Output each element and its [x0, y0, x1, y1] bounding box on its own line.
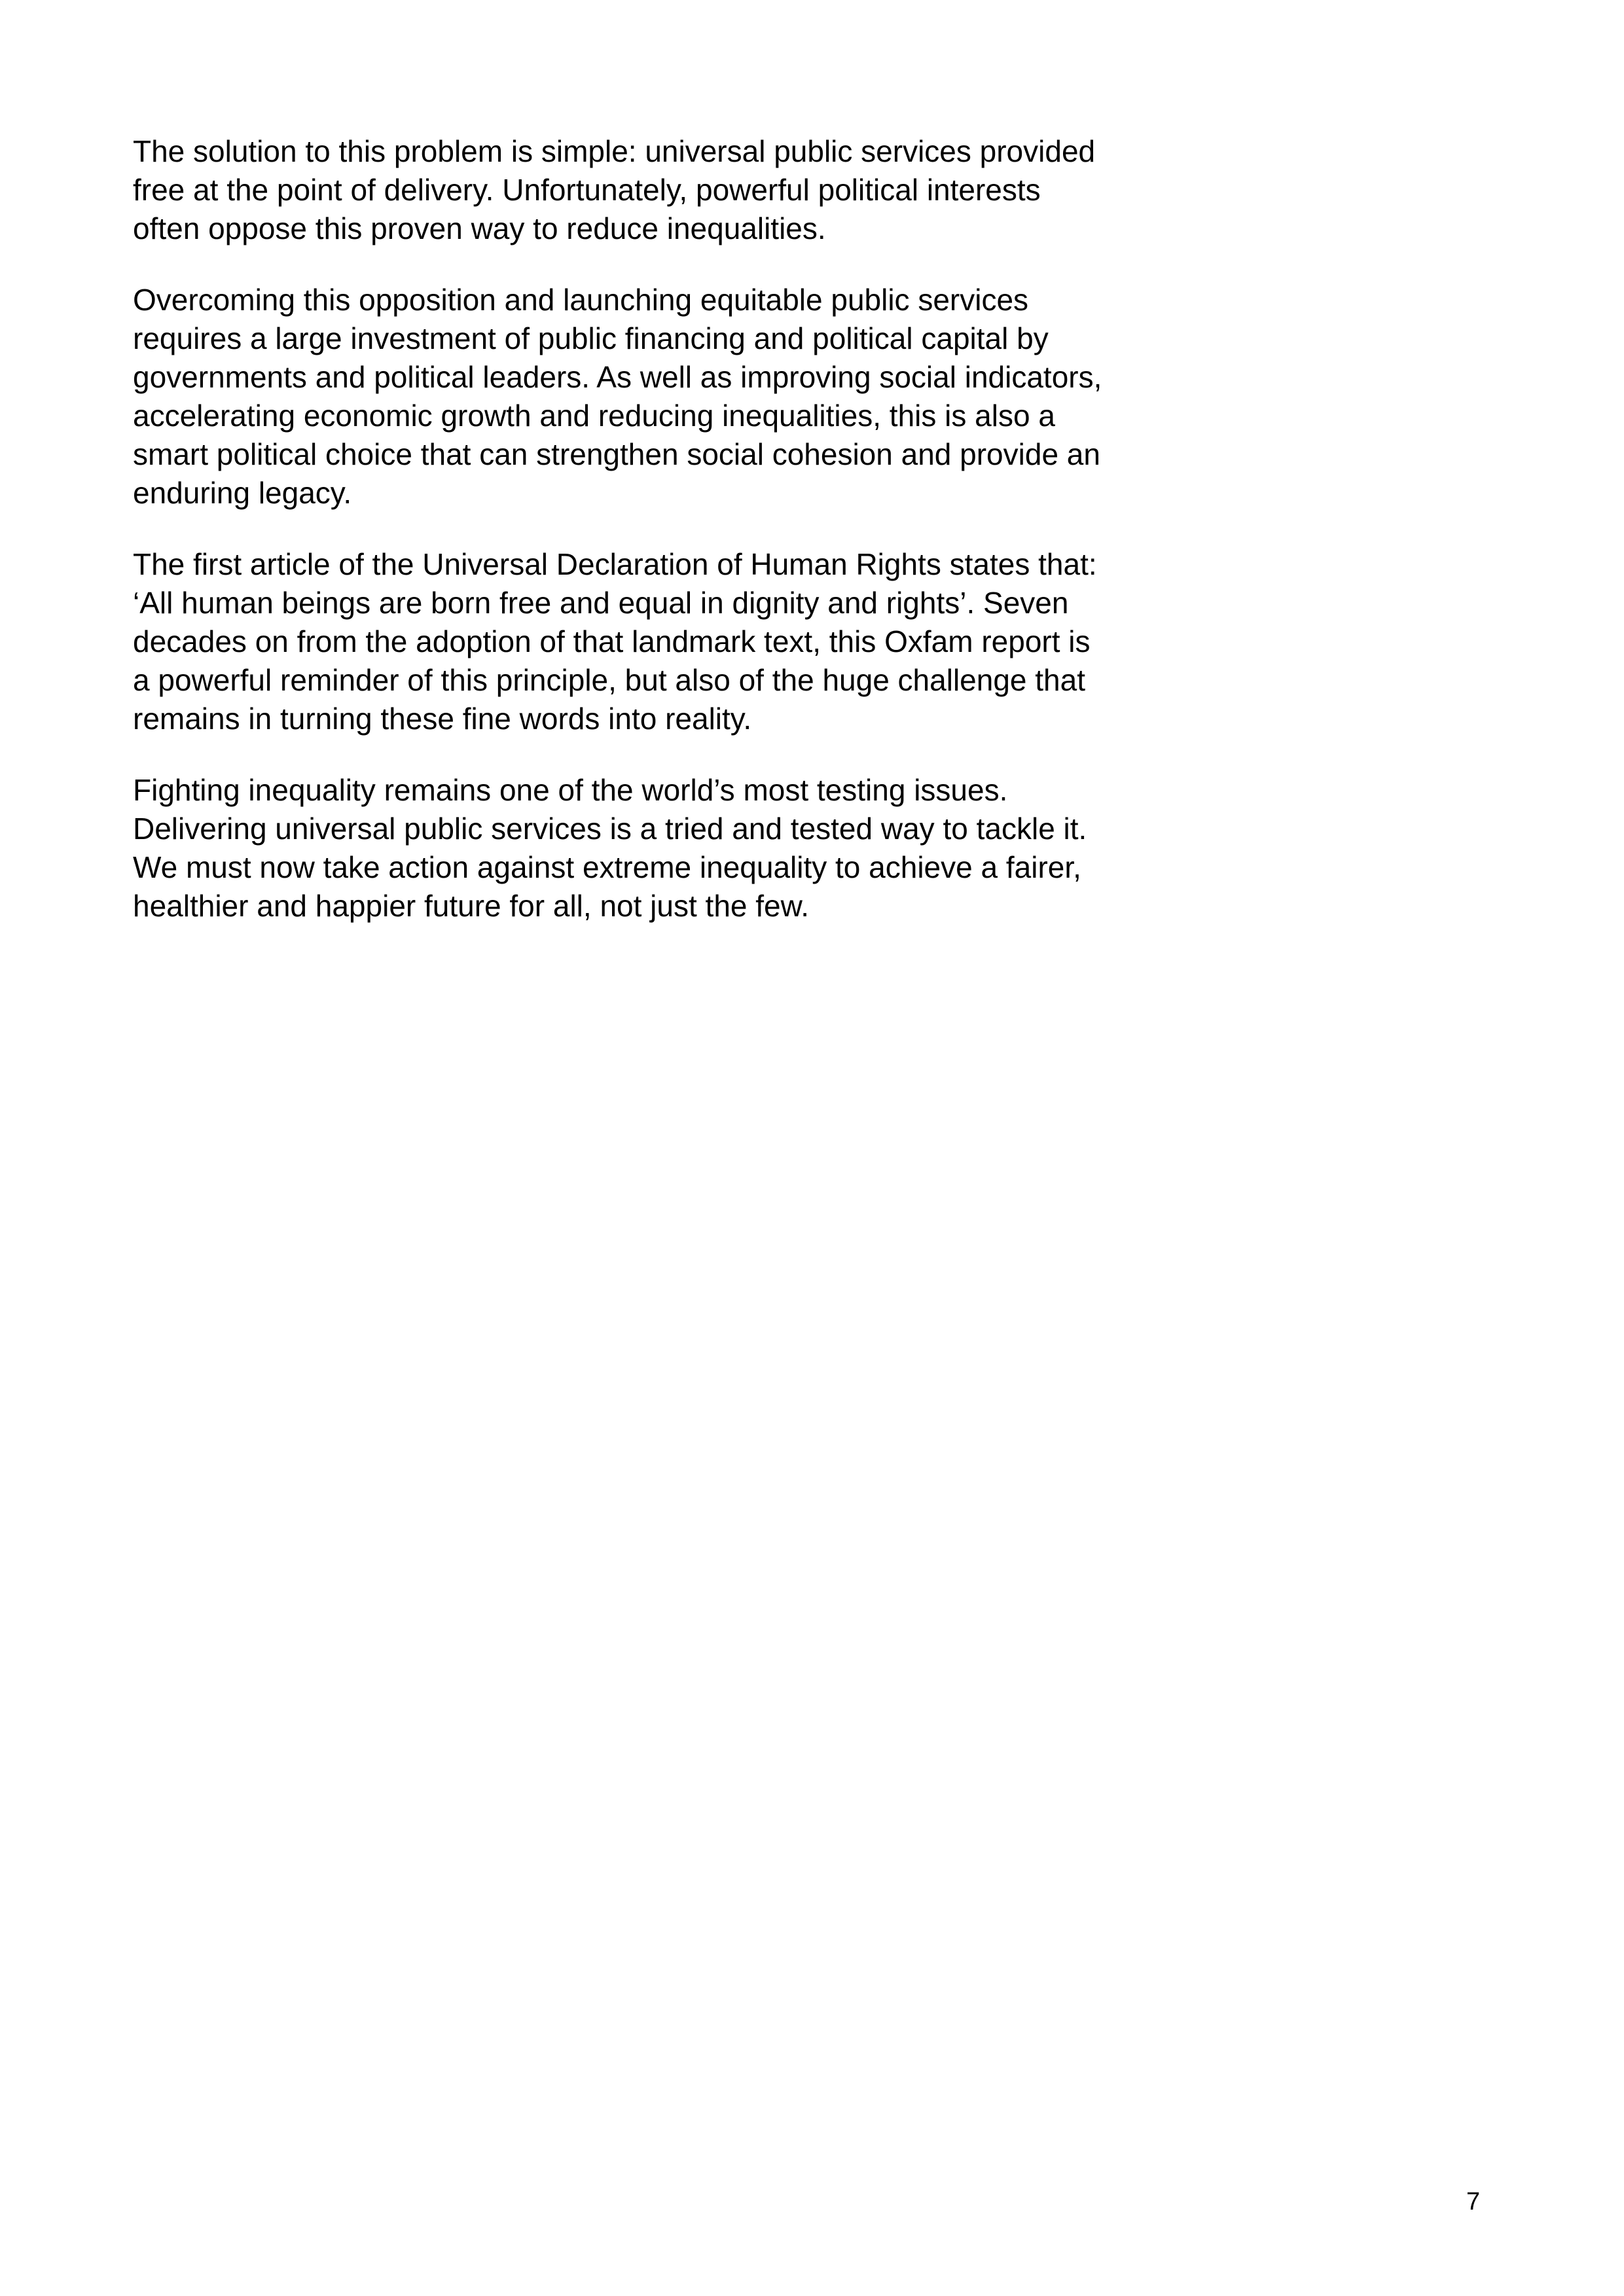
text-line: governments and political leaders. As well as improving social indicators,: [133, 360, 1102, 394]
paragraph-human-rights: [133, 545, 1121, 738]
text-line: The first article of the Universal Declaration of Human Rights states that:: [133, 547, 1097, 581]
text-line: requires a large investment of public financing and political capital by: [133, 321, 1049, 355]
text-line: accelerating economic growth and reducing inequalities, this is also a: [133, 399, 1055, 433]
text-line: a powerful reminder of this principle, but also of the huge challenge that: [133, 663, 1085, 697]
text-line: free at the point of delivery. Unfortunately, powerful political interests: [133, 173, 1041, 207]
text-line: Delivering universal public services is a tried and tested way to tackle it.: [133, 812, 1087, 846]
text-line: Overcoming this opposition and launching equitable public services: [133, 283, 1029, 317]
paragraph-solution: [133, 132, 1121, 248]
text-line: Fighting inequality remains one of the world’s most testing issues.: [133, 773, 1008, 807]
text-line: decades on from the adoption of that landmark text, this Oxfam report is: [133, 624, 1091, 658]
text-line: We must now take action against extreme inequality to achieve a fairer,: [133, 850, 1081, 884]
page-number: 7: [1466, 2188, 1481, 2215]
text-line: smart political choice that can strengthen social cohesion and provide an: [133, 437, 1100, 471]
text-line: healthier and happier future for all, not just the few.: [133, 889, 810, 923]
text-line: ‘All human beings are born free and equal in dignity and rights’. Seven: [133, 586, 1069, 620]
paragraph-overcoming-opposition: [133, 281, 1121, 512]
paragraph-fighting-inequality: [133, 771, 1121, 925]
text-line: often oppose this proven way to reduce inequalities.: [133, 211, 826, 245]
text-line: remains in turning these fine words into reality.: [133, 702, 752, 736]
body-text: [133, 132, 1121, 958]
text-line: The solution to this problem is simple: universal public services provided: [133, 134, 1096, 168]
text-line: enduring legacy.: [133, 476, 352, 510]
